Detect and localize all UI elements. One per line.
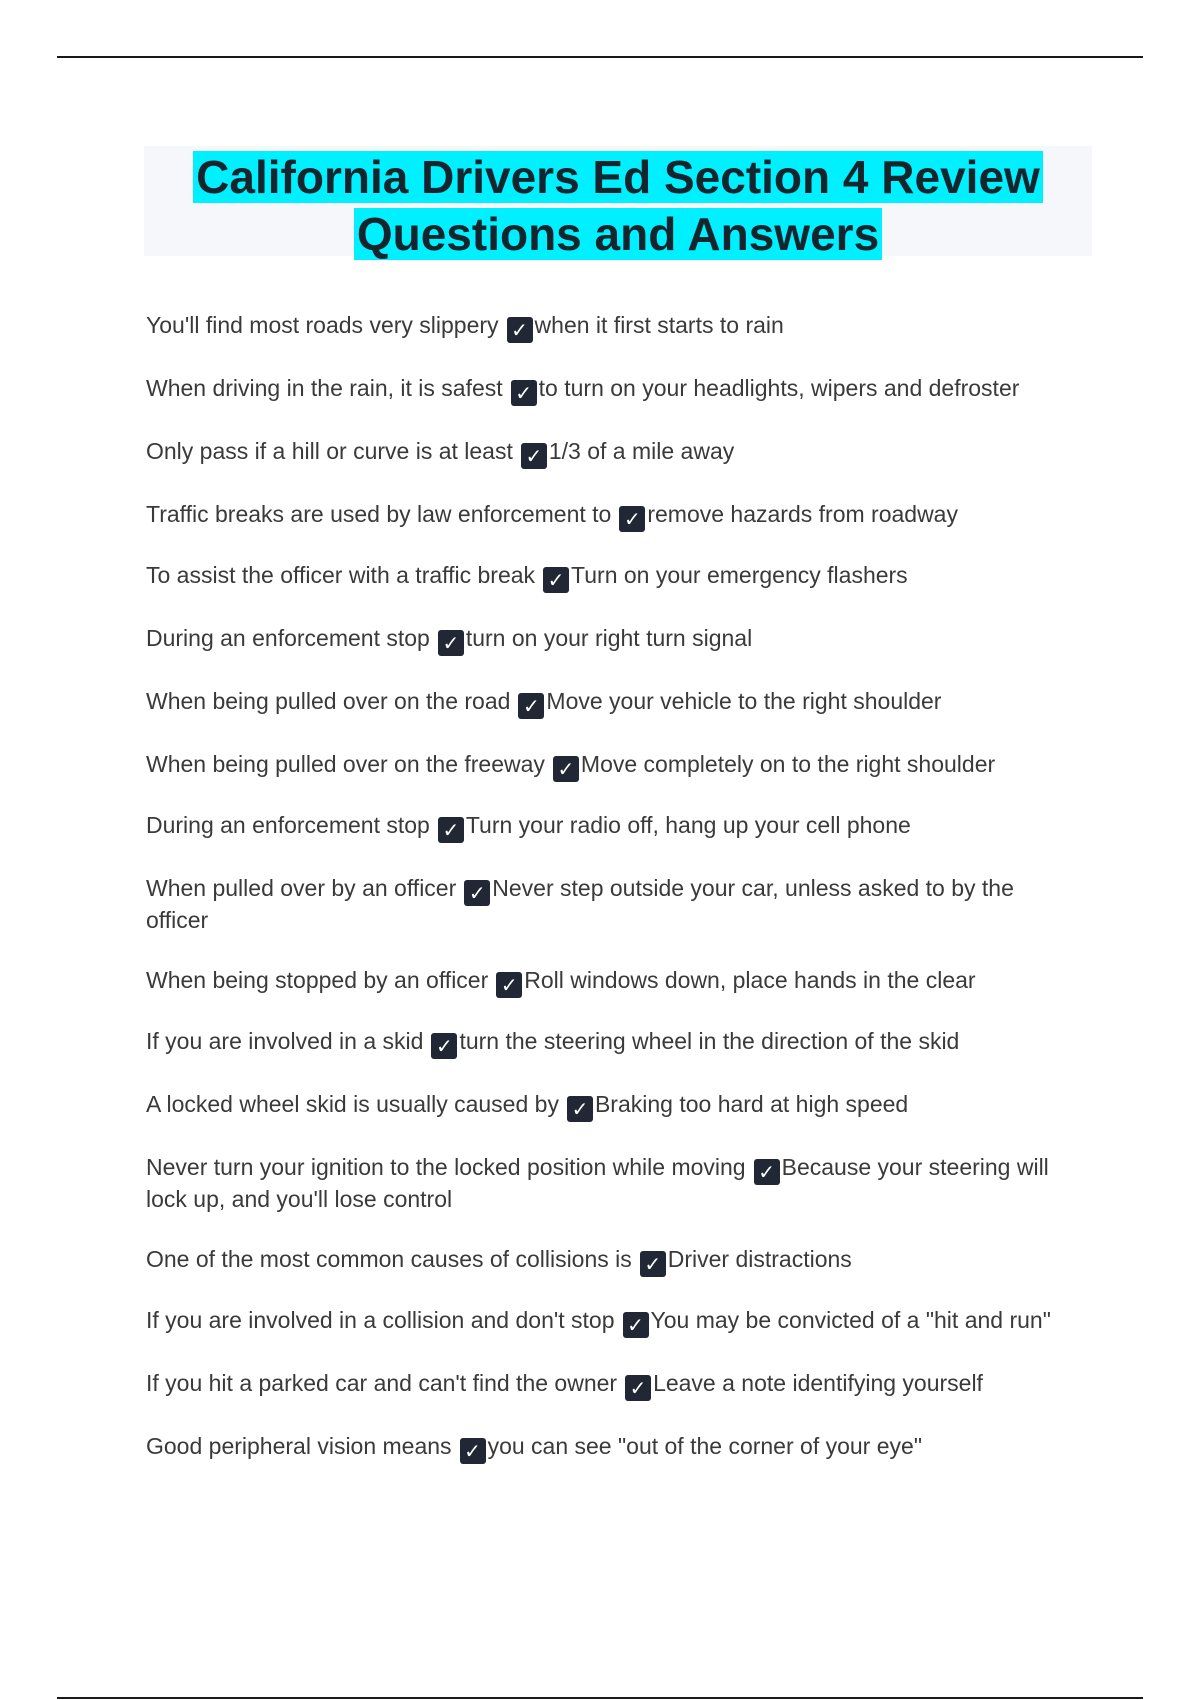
question-text: Never turn your ignition to the locked position while moving [146, 1154, 746, 1180]
question-text: Only pass if a hill or curve is at least [146, 438, 513, 464]
question-text: When being stopped by an officer [146, 967, 489, 993]
answer-text: to turn on your headlights, wipers and defroster [538, 375, 1020, 401]
check-mark-icon: ✓ [619, 506, 645, 532]
qa-item [146, 874, 1076, 935]
check-mark-icon: ✓ [496, 972, 522, 998]
answer-text: You may be convicted of a "hit and run" [650, 1307, 1051, 1333]
answer-text: 1/3 of a mile away [548, 438, 735, 464]
title-line-1: California Drivers Ed Section 4 Review [193, 151, 1043, 203]
title-line-2: Questions and Answers [354, 208, 882, 260]
check-mark-icon: ✓ [438, 630, 464, 656]
check-mark-icon: ✓ [625, 1375, 651, 1401]
question-text: If you hit a parked car and can't find the owner [146, 1370, 618, 1396]
question-text: During an enforcement stop [146, 812, 430, 838]
answer-text: turn the steering wheel in the direction of the skid [459, 1028, 960, 1054]
qa-item [146, 1090, 1076, 1122]
answer-text: Braking too hard at high speed [594, 1091, 909, 1117]
answer-text: Turn on your emergency flashers [571, 562, 908, 588]
question-text: When pulled over by an officer [146, 875, 457, 901]
question-text: Good peripheral vision means [146, 1433, 452, 1459]
bottom-divider [57, 1697, 1143, 1699]
qa-item [146, 811, 1076, 843]
question-text: To assist the officer with a traffic break [146, 562, 536, 588]
top-divider [57, 56, 1143, 58]
page-title [144, 149, 1092, 263]
question-text: When driving in the rain, it is safest [146, 375, 503, 401]
check-mark-icon: ✓ [543, 567, 569, 593]
qa-item [146, 1369, 1076, 1401]
answer-text: Never step outside your car, unless asked to by the officer [146, 875, 1014, 933]
answer-text: Move your vehicle to the right shoulder [546, 688, 942, 714]
qa-item [146, 1306, 1076, 1338]
qa-item [146, 1153, 1076, 1214]
answer-text: Leave a note identifying yourself [653, 1370, 983, 1396]
question-text: You'll find most roads very slippery [146, 312, 499, 338]
question-text: When being pulled over on the freeway [146, 751, 545, 777]
check-mark-icon: ✓ [553, 756, 579, 782]
question-text: A locked wheel skid is usually caused by [146, 1091, 559, 1117]
qa-item [146, 966, 1076, 998]
qa-item [146, 374, 1076, 406]
check-mark-icon: ✓ [640, 1251, 666, 1277]
check-mark-icon: ✓ [438, 817, 464, 843]
answer-text: Because your steering will lock up, and you'll lose control [146, 1154, 1049, 1212]
answer-text: when it first starts to rain [534, 312, 784, 338]
qa-item [146, 311, 1076, 343]
question-text: If you are involved in a collision and don't stop [146, 1307, 615, 1333]
qa-item [146, 437, 1076, 469]
check-mark-icon: ✓ [507, 317, 533, 343]
answer-text: turn on your right turn signal [465, 625, 753, 651]
answer-text: Driver distractions [667, 1246, 852, 1272]
answer-text: Move completely on to the right shoulder [580, 751, 996, 777]
question-text: When being pulled over on the road [146, 688, 511, 714]
answer-text: Roll windows down, place hands in the clear [524, 967, 976, 993]
check-mark-icon: ✓ [754, 1159, 780, 1185]
check-mark-icon: ✓ [567, 1096, 593, 1122]
answer-text: Turn your radio off, hang up your cell phone [465, 812, 911, 838]
check-mark-icon: ✓ [464, 880, 490, 906]
qa-list [146, 311, 1076, 1464]
qa-item [146, 561, 1076, 593]
check-mark-icon: ✓ [623, 1312, 649, 1338]
qa-item [146, 750, 1076, 782]
check-mark-icon: ✓ [460, 1438, 486, 1464]
qa-item [146, 1432, 1076, 1464]
qa-item [146, 1245, 1076, 1277]
check-mark-icon: ✓ [518, 693, 544, 719]
question-text: If you are involved in a skid [146, 1028, 424, 1054]
qa-item [146, 1027, 1076, 1059]
question-text: One of the most common causes of collisions is [146, 1246, 632, 1272]
answer-text: you can see "out of the corner of your eye" [487, 1433, 922, 1459]
qa-item [146, 500, 1076, 532]
check-mark-icon: ✓ [431, 1033, 457, 1059]
qa-item [146, 624, 1076, 656]
check-mark-icon: ✓ [521, 443, 547, 469]
answer-text: remove hazards from roadway [647, 501, 958, 527]
question-text: During an enforcement stop [146, 625, 430, 651]
qa-item [146, 687, 1076, 719]
check-mark-icon: ✓ [511, 380, 537, 406]
title-block [144, 146, 1092, 260]
question-text: Traffic breaks are used by law enforcement to [146, 501, 612, 527]
